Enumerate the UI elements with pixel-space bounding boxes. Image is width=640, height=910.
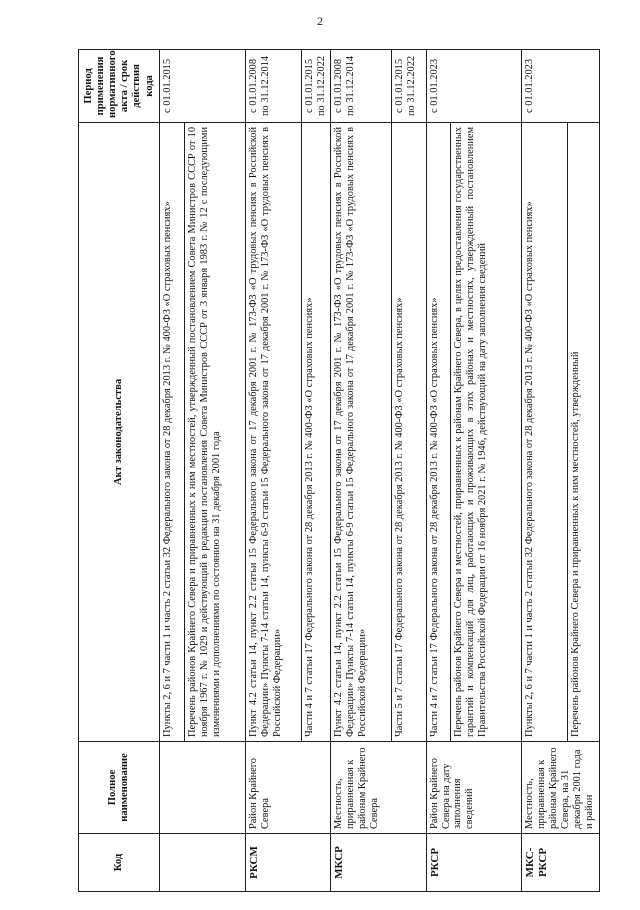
cell-name-rksm: Район Крайнего Севера — [245, 742, 330, 834]
cell-act: Части 4 и 7 статьи 17 Федерального закона от 28 декабря 2013 г. № 400-ФЗ «О страховых пенсиях» — [301, 122, 330, 741]
cell-code-mksr: МКСР — [331, 834, 427, 892]
cell-code-continuation — [160, 834, 245, 892]
cell-act: Пункт 4.2 статьи 14, пункт 2.2 статьи 15 Федерального закона от 17 декабря 2001 г. № 173-ФЗ «О трудовых пенсиях в Российской Федерации» Пункты 7-14 статьи 14, пункты 6-9 статьи 15 Федерального закона от 17 декабря 2001 г. № 173-ФЗ «О трудовых пенсиях в Российской Федерации» — [331, 122, 392, 741]
cell-act: Пункты 2, 6 и 7 части 1 и часть 2 статьи 32 Федерального закона от 28 декабря 2013 г. № 400-ФЗ «О страховых пенсиях» — [160, 122, 184, 741]
cell-act: Части 5 и 7 статьи 17 Федерального закона от 28 декабря 2013 г. № 400-ФЗ «О страховых пенсиях» — [392, 122, 427, 741]
cell-period: с 01.01.2008 по 31.12.2014 — [331, 49, 392, 122]
table-row-rksr-1 — [426, 49, 450, 891]
table-row-continuation-1 — [160, 49, 184, 891]
header-name: Полное наименование — [79, 742, 160, 834]
header-period: Период применения нормативного акта / срок действия кода — [79, 49, 160, 122]
page-number: 2 — [317, 14, 323, 28]
table-row-mks-rksr-1 — [522, 49, 568, 891]
cell-period: с 01.01.2015 по 31.12.2022 — [301, 49, 330, 122]
table-row-mksr-1 — [331, 49, 392, 891]
cell-act: Перечень районов Крайнего Севера и местностей, приравненных к районам Крайнего Севера, в целях предоставления государственных гарантий и компенсаций для лиц, работающих и проживающих в этих районах и местностях, утвержденный постановлением Правительства Российской Федерации от 16 ноября 2021 г. № 1946, действующий на дату заполнения сведений — [451, 122, 522, 741]
cell-period: с 01.01.2015 — [160, 49, 245, 122]
cell-period: с 01.01.2023 — [522, 49, 600, 122]
cell-name-mksr: Местность, приравненная к районам Крайнего Севера — [331, 742, 427, 834]
cell-code-rksm: РКСМ — [245, 834, 330, 892]
cell-act: Перечень районов Крайнего Севера и приравненных к ним местностей, утвержденный — [567, 122, 599, 741]
cell-name-rksr: Район Крайнего Севера на дату заполнения сведений — [426, 742, 522, 834]
cell-name-continuation — [160, 742, 245, 834]
cell-name-mks-rksr: Местность, приравненная к районам Крайнего Севера, на 31 декабря 2001 года и район — [522, 742, 600, 834]
cell-act: Пункты 2, 6 и 7 части 1 и часть 2 статьи 32 Федерального закона от 28 декабря 2013 г. № 400-ФЗ «О страховых пенсиях» — [522, 122, 568, 741]
cell-code-mks-rksr: МКС-РКСР — [522, 834, 600, 892]
codes-table — [78, 49, 600, 892]
header-code: Код — [79, 834, 160, 892]
table-row-rksm-1 — [245, 49, 301, 891]
cell-period: с 01.01.2008 по 31.12.2014 — [245, 49, 301, 122]
cell-act: Пункт 4.2 статьи 14, пункт 2.2 статьи 15 Федерального закона от 17 декабря 2001 г. № 173-ФЗ «О трудовых пенсиях в Российской Федерации» Пункты 7-14 статьи 14, пункты 6-9 статьи 15 Федерального закона от 17 декабря 2001 г. № 173-ФЗ «О трудовых пенсиях в Российской Федерации» — [245, 122, 301, 741]
header-act: Акт законодательства — [79, 122, 160, 741]
header-row — [79, 49, 160, 891]
cell-code-rksr: РКСР — [426, 834, 522, 892]
cell-period: с 01.01.2023 — [426, 49, 522, 122]
cell-act: Части 4 и 7 статьи 17 Федерального закона от 28 декабря 2013 г. № 400-ФЗ «О страховых пенсиях» — [426, 122, 450, 741]
cell-period: с 01.01.2015 по 31.12.2022 — [392, 49, 427, 122]
rotated-table-container — [78, 50, 600, 892]
cell-act: Перечень районов Крайнего Севера и приравненных к ним местностей, утвержденный постановлением Совета Министров СССР от 10 ноября 1967 г. № 1029 и действующий в редакции постановления Совета Министров СССР от 3 января 1983 г. № 12 с последующими изменениями и дополнениями по состоянию на 31 декабря 2001 года — [184, 122, 245, 741]
